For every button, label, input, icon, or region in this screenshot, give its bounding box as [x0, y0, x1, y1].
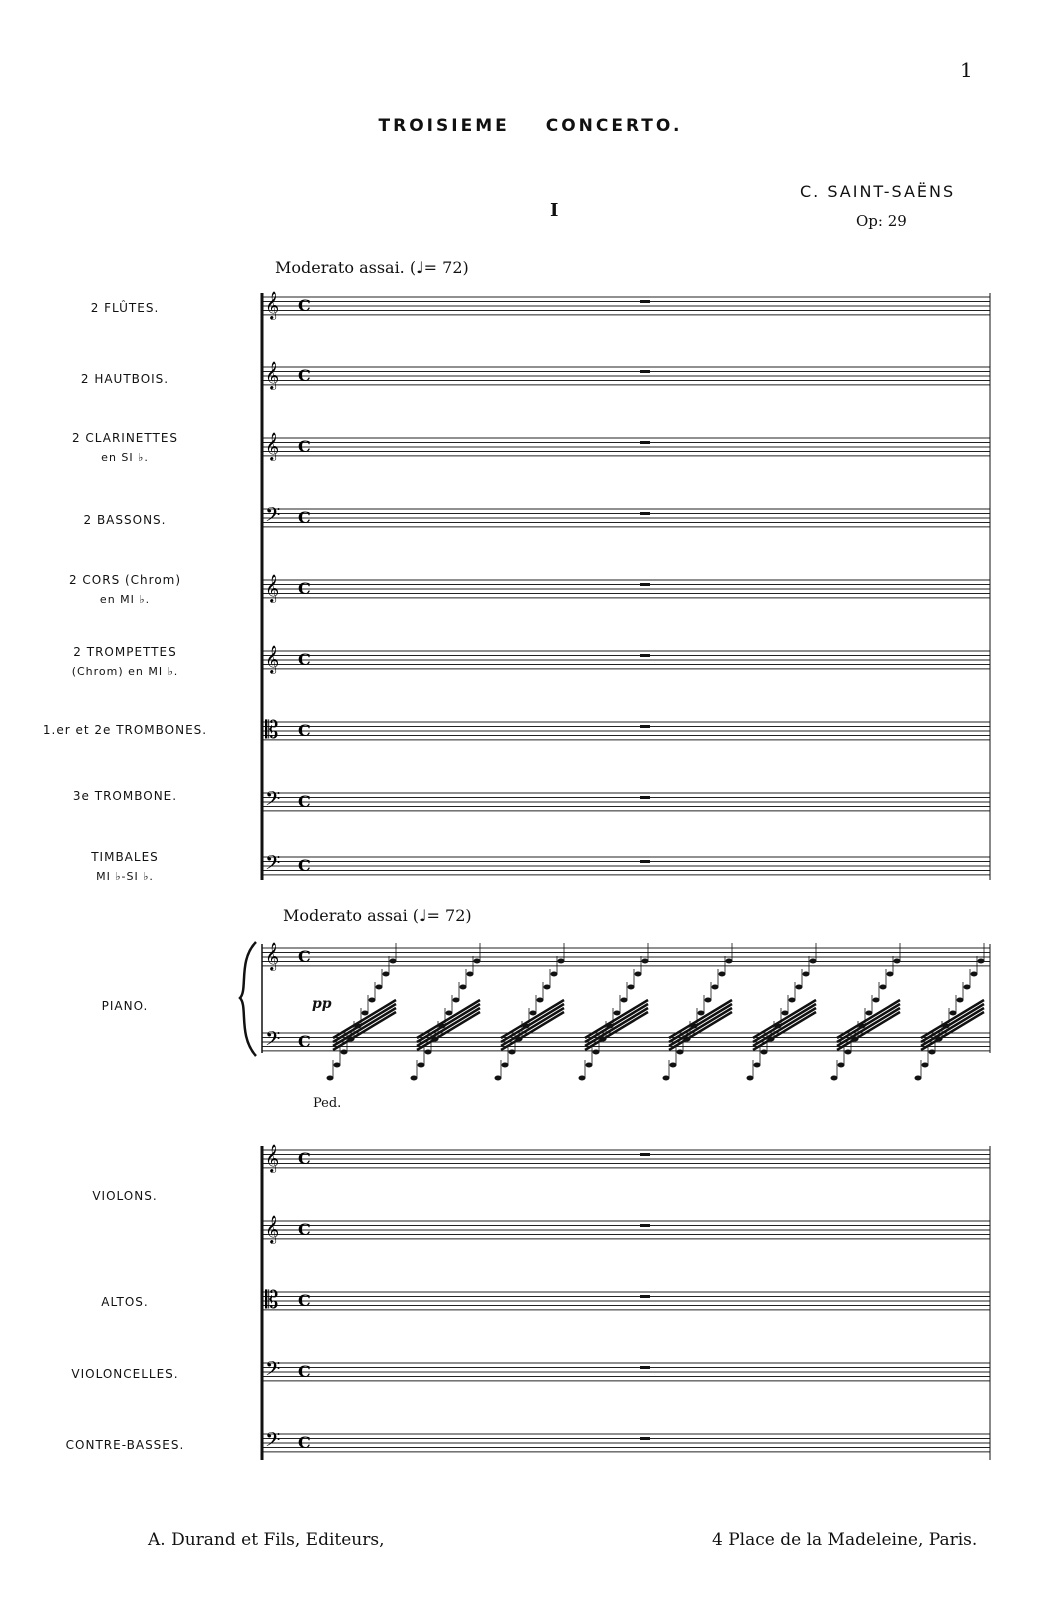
time-signature: C	[298, 792, 311, 811]
clef-glyph: 𝄞	[265, 574, 280, 602]
note-head	[880, 985, 887, 990]
note-head	[446, 1011, 453, 1016]
note-head	[551, 972, 558, 977]
clef-glyph: 𝄞	[265, 645, 280, 673]
note-head	[712, 985, 719, 990]
whole-rest	[640, 583, 650, 586]
instrument-label: 3e TROMBONE.	[72, 789, 178, 803]
note-head	[628, 985, 635, 990]
note-head	[964, 985, 971, 990]
beam	[417, 1004, 480, 1042]
note-head	[754, 1063, 761, 1068]
clef-glyph: 𝄢	[265, 1428, 281, 1456]
note-head	[957, 998, 964, 1003]
opus-number: Op: 29	[856, 212, 907, 230]
note-head	[761, 1050, 768, 1055]
instrument-label: PIANO.	[101, 999, 149, 1013]
whole-rest	[640, 512, 650, 515]
dynamic-marking: pp	[312, 996, 332, 1012]
note-head	[341, 1050, 348, 1055]
note-head	[782, 1011, 789, 1016]
whole-rest	[640, 1295, 650, 1298]
page-number: 1	[960, 58, 973, 82]
whole-rest	[640, 860, 650, 863]
time-signature: C	[298, 366, 311, 385]
time-signature: C	[298, 1032, 311, 1051]
instrument-label: ALTOS.	[101, 1295, 149, 1309]
time-signature: C	[298, 1362, 311, 1381]
clef-glyph: 𝄡	[265, 1286, 279, 1314]
title-word-2: CONCERTO.	[545, 116, 683, 136]
note-head	[586, 1063, 593, 1068]
note-head	[950, 1011, 957, 1016]
note-head	[502, 1063, 509, 1068]
note-head	[334, 1063, 341, 1068]
whole-rest	[640, 441, 650, 444]
tempo-marking-piano: Moderato assai (♩= 72)	[283, 906, 472, 925]
whole-rest	[640, 370, 650, 373]
note-head	[845, 1050, 852, 1055]
instrument-label: 2 CORS (Chrom) en MI ♭.	[68, 573, 182, 606]
beam	[753, 1004, 816, 1042]
note-head	[922, 1063, 929, 1068]
clef-glyph: 𝄞	[265, 1144, 280, 1172]
time-signature: C	[298, 721, 311, 740]
note-head	[789, 998, 796, 1003]
note-head	[873, 998, 880, 1003]
whole-rest	[640, 1437, 650, 1440]
note-head	[915, 1076, 922, 1081]
movement-number: I	[550, 200, 559, 221]
note-head	[453, 998, 460, 1003]
note-head	[719, 972, 726, 977]
whole-rest	[640, 796, 650, 799]
publisher: A. Durand et Fils, Editeurs,	[148, 1530, 385, 1550]
beam	[921, 1004, 984, 1042]
note-head	[369, 998, 376, 1003]
note-head	[376, 985, 383, 990]
instrument-label: 2 CLARINETTES en SI ♭.	[71, 431, 179, 464]
note-head	[362, 1011, 369, 1016]
note-head	[418, 1063, 425, 1068]
beam	[669, 1004, 732, 1042]
clef-glyph: 𝄞	[265, 291, 280, 319]
note-head	[621, 998, 628, 1003]
note-head	[635, 972, 642, 977]
whole-rest	[640, 1366, 650, 1369]
time-signature: C	[298, 296, 311, 315]
note-head	[544, 985, 551, 990]
note-head	[726, 959, 733, 964]
clef-glyph: 𝄢	[265, 851, 281, 879]
whole-rest	[640, 654, 650, 657]
note-head	[495, 1076, 502, 1081]
time-signature: C	[298, 947, 311, 966]
beam	[501, 1004, 564, 1042]
time-signature: C	[298, 1149, 311, 1168]
note-head	[614, 1011, 621, 1016]
beam	[333, 1004, 396, 1042]
beam	[585, 1004, 648, 1042]
note-head	[425, 1050, 432, 1055]
beam	[837, 1004, 900, 1042]
note-head	[705, 998, 712, 1003]
note-head	[838, 1063, 845, 1068]
note-head	[579, 1076, 586, 1081]
clef-glyph: 𝄢	[265, 503, 281, 531]
time-signature: C	[298, 1220, 311, 1239]
note-head	[929, 1050, 936, 1055]
clef-glyph: 𝄞	[265, 361, 280, 389]
instrument-label: VIOLONS.	[92, 1189, 158, 1203]
clef-glyph: 𝄢	[265, 787, 281, 815]
note-head	[663, 1076, 670, 1081]
note-head	[558, 959, 565, 964]
clef-glyph: 𝄢	[265, 1027, 281, 1055]
instrument-label: 2 FLÛTES.	[90, 301, 160, 315]
time-signature: C	[298, 856, 311, 875]
note-head	[642, 959, 649, 964]
note-head	[474, 959, 481, 964]
note-head	[593, 1050, 600, 1055]
whole-rest	[640, 1224, 650, 1227]
note-head	[831, 1076, 838, 1081]
note-head	[894, 959, 901, 964]
note-head	[796, 985, 803, 990]
time-signature: C	[298, 508, 311, 527]
time-signature: C	[298, 1291, 311, 1310]
time-signature: C	[298, 650, 311, 669]
title-word-1: TROISIEME	[378, 116, 510, 136]
note-head	[383, 972, 390, 977]
pedal-marking: Ped.	[313, 1096, 342, 1111]
note-head	[460, 985, 467, 990]
composer: C. SAINT-SAËNS	[800, 182, 956, 201]
clef-glyph: 𝄞	[265, 942, 280, 970]
instrument-label: 2 HAUTBOIS.	[80, 372, 170, 386]
clef-glyph: 𝄡	[265, 716, 279, 744]
clef-glyph: 𝄞	[265, 432, 280, 460]
note-head	[530, 1011, 537, 1016]
note-head	[803, 972, 810, 977]
time-signature: C	[298, 1433, 311, 1452]
instrument-label: 2 BASSONS.	[83, 513, 167, 527]
instrument-label: CONTRE-BASSES.	[65, 1438, 185, 1452]
whole-rest	[640, 1153, 650, 1156]
note-head	[866, 1011, 873, 1016]
instrument-label: VIOLONCELLES.	[71, 1367, 179, 1381]
note-head	[887, 972, 894, 977]
note-head	[677, 1050, 684, 1055]
time-signature: C	[298, 579, 311, 598]
note-head	[411, 1076, 418, 1081]
note-head	[971, 972, 978, 977]
note-head	[327, 1076, 334, 1081]
note-head	[390, 959, 397, 964]
publisher-address: 4 Place de la Madeleine, Paris.	[712, 1530, 978, 1550]
piano-brace	[240, 942, 256, 1056]
time-signature: C	[298, 437, 311, 456]
whole-rest	[640, 300, 650, 303]
note-head	[670, 1063, 677, 1068]
instrument-label: 2 TROMPETTES (Chrom) en MI ♭.	[71, 645, 179, 678]
clef-glyph: 𝄢	[265, 1357, 281, 1385]
note-head	[747, 1076, 754, 1081]
instrument-label: 1.er et 2e TROMBONES.	[42, 723, 208, 737]
instrument-label: TIMBALES MI ♭-SI ♭.	[91, 850, 159, 883]
note-head	[810, 959, 817, 964]
clef-glyph: 𝄞	[265, 1215, 280, 1243]
tempo-marking-orchestra: Moderato assai. (♩= 72)	[275, 258, 469, 277]
whole-rest	[640, 725, 650, 728]
note-head	[698, 1011, 705, 1016]
note-head	[509, 1050, 516, 1055]
note-head	[978, 959, 985, 964]
note-head	[467, 972, 474, 977]
note-head	[537, 998, 544, 1003]
